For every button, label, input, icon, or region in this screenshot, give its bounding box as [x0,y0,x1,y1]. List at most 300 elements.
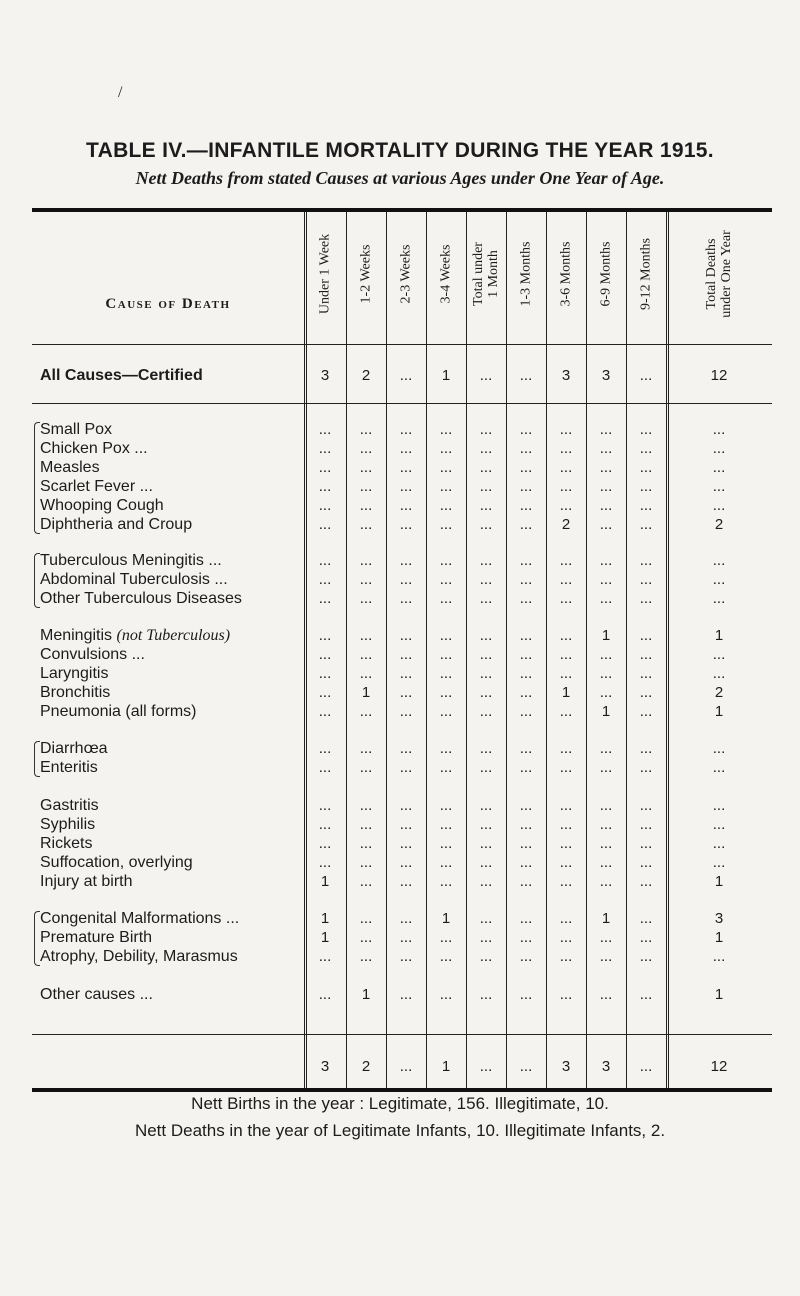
cause-label [40,589,302,608]
value-cell: ... [399,986,413,1003]
value-cell: 3 [320,1058,330,1075]
cause-label [40,985,302,1004]
cause-name: Bronchitis [40,684,111,701]
value-cell: ... [559,816,573,833]
value-cell: ... [399,421,413,438]
cause-label [40,758,302,777]
value-cell: 1 [320,929,330,946]
value-cell: ... [439,590,453,607]
value-cell: 1 [361,684,371,701]
value-cell: ... [639,703,653,720]
value-cell: ... [439,759,453,776]
value-cell: ... [399,440,413,457]
value-cell: ... [519,516,533,533]
column-header-label: Total under 1 Month [471,242,501,306]
cause-qualifier: (not Tuberculous) [116,627,231,644]
value-cell: ... [559,948,573,965]
value-cell: ... [479,948,493,965]
value-cell: ... [559,478,573,495]
cause-label [40,909,302,928]
value-cell: 3 [561,1058,571,1075]
value-cell: ... [359,759,373,776]
value-cell: 1 [441,910,451,927]
value-cell: ... [639,459,653,476]
value-cell: ... [559,552,573,569]
value-cell: ... [399,478,413,495]
cause-name: Meningitis [40,627,113,644]
value-cell: ... [399,910,413,927]
value-cell: ... [559,627,573,644]
column-header-label: 9-12 Months [638,238,654,310]
value-cell: ... [439,646,453,663]
value-cell: ... [519,627,533,644]
value-cell: ... [439,440,453,457]
value-cell: ... [599,459,613,476]
table-row [32,815,772,834]
value-cell: ... [599,740,613,757]
value-cell: ... [399,797,413,814]
value-cell: ... [399,516,413,533]
value-cell: ... [439,703,453,720]
column-header-label: 1-2 Weeks [358,244,374,304]
value-cell: 1 [714,703,724,720]
cause-label [40,439,302,458]
value-cell: ... [318,759,332,776]
value-cell: ... [519,816,533,833]
value-cell: ... [479,590,493,607]
value-cell: ... [359,740,373,757]
cause-label [40,515,302,534]
value-cell: ... [399,703,413,720]
value-cell: ... [712,797,726,814]
value-cell: ... [712,740,726,757]
value-cell: ... [519,478,533,495]
table-row [32,496,772,515]
value-cell: ... [519,421,533,438]
group-brace [34,911,40,966]
value-cell: 1 [601,627,611,644]
value-cell: ... [599,986,613,1003]
value-cell: ... [439,421,453,438]
value-cell: ... [479,627,493,644]
cause-name: Convulsions ... [40,646,145,663]
table-subtitle: Nett Deaths from stated Causes at various Ages under One Year of Age. [135,168,665,188]
table-row [32,872,772,891]
value-cell: ... [359,571,373,588]
value-cell: ... [439,929,453,946]
cause-name: Syphilis [40,816,96,833]
value-cell: ... [359,497,373,514]
value-cell: ... [599,590,613,607]
value-cell: ... [399,816,413,833]
value-cell: 1 [714,873,724,890]
value-cell: ... [359,421,373,438]
value-cell: ... [639,684,653,701]
value-cell: ... [318,986,332,1003]
value-cell: ... [599,497,613,514]
value-cell: ... [479,684,493,701]
value-cell: ... [479,478,493,495]
value-cell: ... [399,948,413,965]
value-cell: ... [318,552,332,569]
column-header [466,218,506,330]
value-cell: ... [479,986,493,1003]
cause-name: Enteritis [40,759,98,776]
value-cell: ... [519,759,533,776]
cause-label [40,551,302,570]
value-cell: ... [639,440,653,457]
value-cell: ... [639,948,653,965]
value-cell: ... [599,816,613,833]
value-cell: ... [479,665,493,682]
value-cell: ... [479,703,493,720]
cause-name: Diarrhœa [40,740,108,757]
value-cell: ... [439,627,453,644]
value-cell: ... [439,497,453,514]
value-cell: 1 [601,703,611,720]
value-cell: 1 [441,1058,451,1075]
cause-label [40,796,302,815]
value-cell: 1 [320,873,330,890]
value-cell: ... [399,684,413,701]
value-cell: ... [599,873,613,890]
column-header-label: 1-3 Months [518,241,534,307]
value-cell: ... [559,590,573,607]
value-cell: ... [399,1058,413,1075]
value-cell: 2 [714,684,724,701]
cause-label [40,702,302,721]
cause-name: Rickets [40,835,93,852]
value-cell: ... [439,873,453,890]
group-brace [34,741,40,777]
value-cell: ... [479,497,493,514]
value-cell: ... [318,497,332,514]
value-cell: ... [519,367,533,384]
all-causes-row [32,366,772,385]
table-row [32,626,772,645]
value-cell: ... [479,759,493,776]
value-cell: ... [479,835,493,852]
table-row [32,458,772,477]
group-brace [34,553,40,608]
table-row [32,928,772,947]
value-cell: ... [712,854,726,871]
value-cell: ... [639,740,653,757]
value-cell: 12 [710,1058,728,1075]
value-cell: ... [318,627,332,644]
cause-label [40,477,302,496]
table-row [32,683,772,702]
value-cell: ... [318,948,332,965]
table-row [32,664,772,683]
value-cell: ... [599,684,613,701]
cause-name: Chicken Pox ... [40,440,148,457]
value-cell: ... [359,552,373,569]
value-cell: ... [559,703,573,720]
value-cell: ... [318,797,332,814]
value-cell: ... [439,478,453,495]
value-cell: ... [318,478,332,495]
value-cell: ... [639,516,653,533]
cause-name: Pneumonia (all forms) [40,703,197,720]
cause-label [40,570,302,589]
value-cell: ... [399,552,413,569]
value-cell: ... [599,854,613,871]
value-cell: ... [439,740,453,757]
value-cell: ... [712,497,726,514]
value-cell: ... [712,571,726,588]
all-causes-rule [32,403,772,404]
value-cell: ... [712,948,726,965]
cause-label [40,834,302,853]
value-cell: ... [399,835,413,852]
value-cell: ... [639,665,653,682]
value-cell: ... [479,552,493,569]
value-cell: ... [318,516,332,533]
value-cell: 2 [714,516,724,533]
column-header [386,218,426,330]
column-header [666,218,772,330]
value-cell: ... [559,835,573,852]
value-cell: ... [399,665,413,682]
cause-label [40,645,302,664]
cause-label [40,947,302,966]
cause-name: Whooping Cough [40,497,164,514]
value-cell: ... [519,684,533,701]
value-cell: ... [639,835,653,852]
value-cell: ... [599,929,613,946]
value-cell: ... [639,929,653,946]
column-header [426,218,466,330]
value-cell: 3 [320,367,330,384]
cause-name: Laryngitis [40,665,109,682]
table-row [32,570,772,589]
cause-label [40,420,302,439]
column-header-label: 3-6 Months [558,241,574,307]
value-cell: ... [318,665,332,682]
value-cell: ... [599,646,613,663]
value-cell: ... [519,797,533,814]
value-cell: ... [479,854,493,871]
value-cell: ... [639,367,653,384]
column-header-label: Total Deaths under One Year [704,230,734,318]
value-cell: ... [639,571,653,588]
value-cell: 1 [361,986,371,1003]
value-cell: ... [399,854,413,871]
value-cell: ... [399,590,413,607]
value-cell: ... [318,459,332,476]
value-cell: ... [479,740,493,757]
cause-label [40,928,302,947]
value-cell: ... [712,421,726,438]
value-cell: ... [519,440,533,457]
value-cell: ... [712,459,726,476]
cause-name: Premature Birth [40,929,153,946]
value-cell: ... [639,478,653,495]
value-cell: ... [639,646,653,663]
column-header [506,218,546,330]
value-cell: 12 [710,367,728,384]
cause-label [40,683,302,702]
cause-name: Injury at birth [40,873,133,890]
table-row [32,515,772,534]
cause-of-death-header: Cause of Death [105,296,231,312]
value-cell: ... [559,665,573,682]
value-cell: ... [439,797,453,814]
value-cell: ... [479,516,493,533]
value-cell: 1 [714,929,724,946]
value-cell: ... [399,497,413,514]
value-cell: ... [599,516,613,533]
value-cell: ... [359,929,373,946]
table-row [32,645,772,664]
value-cell: ... [318,684,332,701]
table-row [32,589,772,608]
column-header-label: 3-4 Weeks [438,244,454,304]
value-cell: ... [599,948,613,965]
value-cell: ... [559,440,573,457]
value-cell: ... [439,571,453,588]
group-brace [34,422,40,534]
value-cell: ... [399,929,413,946]
value-cell: ... [639,552,653,569]
value-cell: ... [318,740,332,757]
value-cell: ... [318,816,332,833]
table-row [32,909,772,928]
value-cell: ... [359,816,373,833]
cause-name: Suffocation, overlying [40,854,193,871]
value-cell: 1 [714,986,724,1003]
table-title: TABLE IV.—INFANTILE MORTALITY DURING THE YEAR 1915. [86,139,714,162]
value-cell: ... [599,571,613,588]
cause-name: Atrophy, Debility, Marasmus [40,948,238,965]
table-row [32,758,772,777]
value-cell: ... [359,854,373,871]
value-cell: 3 [601,367,611,384]
cause-label [40,739,302,758]
value-cell: ... [359,459,373,476]
cause-name: Other causes ... [40,986,153,1003]
value-cell: ... [599,835,613,852]
value-cell: 2 [361,367,371,384]
value-cell: ... [479,1058,493,1075]
mortality-table [32,208,772,1092]
value-cell: ... [519,854,533,871]
value-cell: ... [479,421,493,438]
page-mark: / [118,84,123,101]
totals-rule [32,1034,772,1035]
cause-name: Tuberculous Meningitis ... [40,552,222,569]
value-cell: ... [359,590,373,607]
value-cell: ... [359,797,373,814]
value-cell: ... [359,478,373,495]
deaths-footnote: Nett Deaths in the year of Legitimate Infants, 10. Illegitimate Infants, 2. [134,1121,666,1140]
value-cell: ... [639,1058,653,1075]
value-cell: ... [519,1058,533,1075]
value-cell: ... [399,571,413,588]
value-cell: ... [479,929,493,946]
column-header [626,218,666,330]
value-cell: ... [439,854,453,871]
value-cell: ... [318,440,332,457]
value-cell: ... [519,590,533,607]
value-cell: ... [479,459,493,476]
value-cell: ... [559,421,573,438]
cause-label [40,626,302,645]
value-cell: ... [639,590,653,607]
value-cell: ... [639,986,653,1003]
value-cell: ... [712,816,726,833]
value-cell: ... [479,571,493,588]
column-header-label: Under 1 Week [317,233,333,315]
value-cell: 1 [320,910,330,927]
value-cell: ... [318,703,332,720]
value-cell: 1 [714,627,724,644]
value-cell: ... [359,835,373,852]
value-cell: ... [399,459,413,476]
column-header-label: 6-9 Months [598,241,614,307]
value-cell: ... [359,440,373,457]
value-cell: ... [439,948,453,965]
value-cell: ... [519,552,533,569]
value-cell: ... [479,646,493,663]
value-cell: ... [519,703,533,720]
value-cell: ... [519,646,533,663]
value-cell: ... [479,797,493,814]
table-row [32,796,772,815]
cause-label [40,872,302,891]
table-row [32,739,772,758]
value-cell: ... [318,835,332,852]
cause-name: Gastritis [40,797,99,814]
value-cell: ... [559,571,573,588]
value-cell: ... [599,421,613,438]
value-cell: ... [519,835,533,852]
value-cell: ... [318,590,332,607]
value-cell: ... [439,665,453,682]
value-cell: ... [599,759,613,776]
table-row [32,853,772,872]
value-cell: 3 [601,1058,611,1075]
value-cell: ... [559,759,573,776]
value-cell: ... [318,571,332,588]
value-cell: ... [359,873,373,890]
value-cell: ... [318,421,332,438]
value-cell: ... [439,986,453,1003]
value-cell: ... [559,459,573,476]
value-cell: ... [359,627,373,644]
totals-row [32,1057,772,1076]
value-cell: ... [712,759,726,776]
value-cell: ... [318,646,332,663]
value-cell: ... [519,948,533,965]
value-cell: ... [559,797,573,814]
value-cell: ... [479,910,493,927]
value-cell: ... [439,552,453,569]
value-cell: ... [639,873,653,890]
value-cell: ... [399,367,413,384]
value-cell: ... [519,740,533,757]
value-cell: ... [559,910,573,927]
value-cell: ... [559,497,573,514]
table-row [32,420,772,439]
value-cell: ... [439,459,453,476]
value-cell: 1 [561,684,571,701]
value-cell: ... [439,516,453,533]
value-cell: ... [519,873,533,890]
value-cell: ... [639,497,653,514]
value-cell: ... [712,478,726,495]
